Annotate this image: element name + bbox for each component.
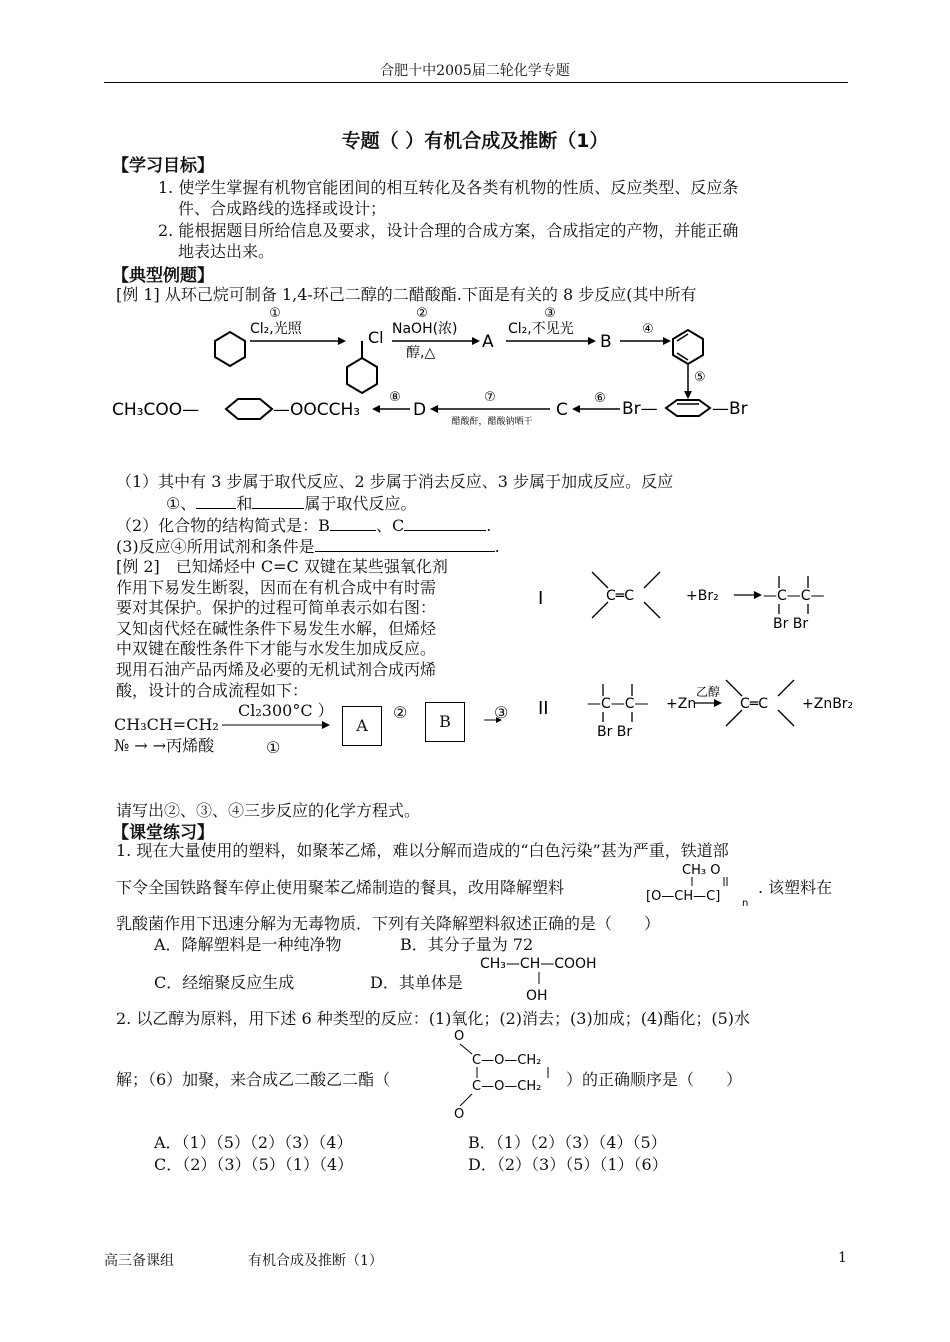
lactic-acid-chain: CH₃—CH—COOH xyxy=(480,956,597,972)
ex2-line: 现用石油产品丙烯及必要的无机试剂合成丙烯 xyxy=(116,659,437,679)
lactic-acid-oh: OH xyxy=(526,988,548,1004)
ex1-q3-blank[interactable] xyxy=(315,535,495,552)
practice-q2-option-B[interactable]: B．（1）（2）（3）（4）（5） xyxy=(468,1133,667,1152)
ex1-question3 xyxy=(116,535,500,557)
dibromide-chain: —C—C— xyxy=(763,588,825,604)
ex2-line: 酸，设计的合成流程如下： xyxy=(116,680,309,700)
roman-numeral-1: I xyxy=(538,588,544,609)
zinc-bromide: +ZnBr₂ xyxy=(802,696,854,712)
polymer-subscript-n: n xyxy=(742,898,749,909)
flow-step1-number: ① xyxy=(266,738,281,757)
step1-number: ① xyxy=(269,306,281,321)
ex1-q2-label: （2）化合物的结构简式是：B xyxy=(116,516,330,535)
scheme2-arrowhead-1 xyxy=(754,591,762,599)
objective-2-line2: 地表达出来。 xyxy=(178,242,275,261)
ex2-line: [例 2] 已知烯烃中 C=C 双键在某些强氧化剂 xyxy=(116,557,448,576)
oxalate-o-bottom: O xyxy=(454,1107,465,1122)
example1-reaction-scheme xyxy=(110,305,760,433)
alkene-bond-lr xyxy=(644,602,660,618)
polymer-top-groups: CH₃ O xyxy=(682,863,721,878)
step1-condition: Cl₂,光照 xyxy=(250,321,302,337)
product-bond-ur xyxy=(778,680,794,696)
practice-q1-option-D[interactable]: D．其单体是 xyxy=(370,973,463,992)
practice-q1-line1: 1. 现在大量使用的塑料，如聚苯乙烯，难以分解而造成的“白色污染”甚为严重，铁道部 xyxy=(116,841,729,860)
ester-left-group: CH₃COO— xyxy=(112,400,200,420)
step7-arrowhead xyxy=(430,405,438,413)
flow-step3-number: ③ xyxy=(494,703,509,722)
step7-condition: 醋酸酐，醋酸钠晒干 xyxy=(451,417,533,427)
step2-arrowhead xyxy=(472,337,480,345)
zinc-condition: 乙醇 xyxy=(696,685,721,699)
polymer-backbone: [O—CH—C] xyxy=(646,889,721,904)
dibromocyclohexene-ring xyxy=(666,400,710,416)
step6-arrowhead xyxy=(572,405,580,413)
ex2-line: 作用下易发生断裂，因而在有机合成中有时需 xyxy=(116,577,437,597)
flow-condition: Cl₂300°C ） xyxy=(238,701,334,720)
oxalate-o-top: O xyxy=(454,1029,465,1044)
flow-step2-number: ② xyxy=(393,703,408,722)
ex1-q1-blank-1[interactable] xyxy=(196,492,236,509)
ex1-q2-end: . xyxy=(486,516,492,535)
flow-arrow-1-head xyxy=(322,721,330,729)
step7-number: ⑦ xyxy=(484,390,496,405)
objective-2-line1: 2. 能根据题目所给信息及要求，设计合理的合成方案，合成指定的产物，并能正确 xyxy=(158,221,739,240)
ex1-q2-C: 、C xyxy=(375,516,405,535)
polylactic-acid-structure xyxy=(642,862,754,910)
chlorine-label: Cl xyxy=(368,328,384,347)
page-header: 合肥十中2005届二轮化学专题 xyxy=(380,63,570,79)
flow-box-B: B xyxy=(425,702,465,742)
chlorocyclohexane-ring xyxy=(347,358,377,393)
objective-1-line2: 件、合成路线的选择或设计； xyxy=(178,199,387,218)
reverse-br-labels: Br Br xyxy=(597,724,633,740)
practice-q1-option-B[interactable]: B．其分子量为 72 xyxy=(400,935,534,954)
flow-start-compound: CH₃CH=CH₂ xyxy=(114,715,219,734)
footer-page-number: 1 xyxy=(838,1250,847,1266)
practice-q2-option-C[interactable]: C．（2）（3）（5）（1）（4） xyxy=(154,1155,354,1174)
compound-C: C xyxy=(556,400,568,420)
oxalate-co-top xyxy=(460,1044,472,1054)
practice-q2-line2-b: ）的正确顺序是（ ） xyxy=(566,1070,743,1089)
oxalate-row2: C—O—CH₂ xyxy=(472,1079,542,1094)
lactic-acid-structure xyxy=(476,952,616,1004)
compound-B: B xyxy=(600,332,612,352)
step2-condition-top: NaOH(浓) xyxy=(392,321,458,337)
practice-q2-option-D[interactable]: D．（2）（3）（5）（1）（6） xyxy=(468,1155,668,1174)
alkene-cc: C═C xyxy=(606,588,634,604)
ex1-q3-end: . xyxy=(494,537,500,556)
example2-text xyxy=(116,557,448,701)
ester-right-group: —OOCCH₃ xyxy=(273,400,361,420)
step4-number: ④ xyxy=(642,322,654,337)
alkene-bond-ul xyxy=(592,572,608,588)
ethylene-oxalate-structure xyxy=(446,1026,558,1122)
bromine-reagent: +Br₂ xyxy=(686,588,719,604)
bromine-right: —Br xyxy=(712,399,748,419)
step3-arrowhead xyxy=(588,337,596,345)
compound-D: D xyxy=(413,400,427,420)
practice-heading: 【课堂练习】 xyxy=(112,823,214,843)
roman-numeral-2: II xyxy=(538,698,549,719)
objectives-heading: 【学习目标】 xyxy=(112,156,214,176)
ex1-q1-tail: 属于取代反应。 xyxy=(304,494,417,513)
step8-arrowhead xyxy=(372,405,380,413)
ex1-q3-label: (3)反应④所用试剂和条件是 xyxy=(116,537,315,556)
footer-topic: 有机合成及推断（1） xyxy=(248,1253,383,1269)
practice-q2-line1: 2. 以乙醇为原料，用下述 6 种类型的反应：(1)氧化；(2)消去；(3)加成；(4)酯化；(5)水 xyxy=(116,1009,751,1028)
practice-q1-line2-end: . 该塑料在 xyxy=(758,878,833,897)
example1-intro: [例 1] 从环己烷可制备 1,4-环己二醇的二醋酸酯.下面是有关的 8 步反应(其中所有 xyxy=(116,285,697,304)
oxalate-co-bottom xyxy=(460,1094,472,1106)
step4-arrowhead xyxy=(663,337,671,345)
practice-q1-option-C[interactable]: C．经缩聚反应生成 xyxy=(154,973,295,992)
ex1-question1-line2 xyxy=(166,492,416,514)
ex2-line: 中双键在酸性条件下才能与水发生加成反应。 xyxy=(116,639,437,659)
alkene-bond-ll xyxy=(592,602,608,618)
oxalate-row1: C—O—CH₂ xyxy=(472,1053,542,1068)
product-bond-lr xyxy=(778,710,794,726)
reverse-dibromide-chain: —C—C— xyxy=(587,696,649,712)
ex1-q1-and: 和 xyxy=(236,494,253,513)
example2-task: 请写出②、③、④三步反应的化学方程式。 xyxy=(116,801,421,820)
product-bond-ul xyxy=(726,680,742,696)
flow-line2: № → →丙烯酸 xyxy=(114,736,215,755)
product-cc: C═C xyxy=(740,696,768,712)
practice-q1-option-A[interactable]: A．降解塑料是一种纯净物 xyxy=(154,935,342,954)
page-title: 专题（ ）有机合成及推断（1） xyxy=(341,130,609,152)
ex1-q2-blank-C[interactable] xyxy=(404,514,486,531)
step3-condition: Cl₂,不见光 xyxy=(508,321,574,337)
step5-number: ⑤ xyxy=(694,370,706,385)
practice-q2-line2-a: 解；（6）加聚，来合成乙二酸乙二酯（ xyxy=(116,1070,391,1089)
practice-q1-line2: 下令全国铁路餐车停止使用聚苯乙烯制造的餐具，改用降解塑料 xyxy=(116,878,565,897)
ex1-q1-blank-2[interactable] xyxy=(252,492,304,509)
step8-number: ⑧ xyxy=(389,390,401,405)
step6-number: ⑥ xyxy=(594,391,606,406)
step3-number: ③ xyxy=(544,306,556,321)
cyclohexane-diester-ring xyxy=(226,399,272,419)
step5-arrowhead xyxy=(684,391,692,399)
product-bond-ll xyxy=(726,710,742,726)
step2-condition-bottom: 醇,△ xyxy=(406,345,436,361)
ex2-line: 要对其保护。保护的过程可简单表示如右图： xyxy=(116,598,437,618)
compound-A: A xyxy=(482,332,494,352)
flow-box-A: A xyxy=(342,706,382,746)
step1-arrowhead xyxy=(338,337,346,345)
alkene-bond-ur xyxy=(644,572,660,588)
step2-number: ② xyxy=(416,306,428,321)
header-rule xyxy=(104,82,848,83)
dibromide-br-labels: Br Br xyxy=(773,616,809,632)
ex1-question1-line1: （1）其中有 3 步属于取代反应、2 步属于消去反应、3 步属于加成反应。反应 xyxy=(116,472,674,491)
cyclohexadiene-ring xyxy=(673,330,703,364)
examples-heading: 【典型例题】 xyxy=(112,266,214,286)
practice-q1-line3: 乳酸菌作用下迅速分解为无毒物质．下列有关降解塑料叙述正确的是（ ） xyxy=(116,914,661,933)
practice-q2-option-A[interactable]: A．（1）（5）（2）（3）（4） xyxy=(154,1133,353,1152)
ex1-q1-reaction1: ①、 xyxy=(166,494,197,513)
scheme2-arrowhead-2 xyxy=(714,699,722,707)
flow-arrow-1 xyxy=(222,718,332,732)
ex1-question2 xyxy=(116,514,491,536)
ex1-q2-blank-B[interactable] xyxy=(330,514,376,531)
objective-1-line1: 1. 使学生掌握有机物官能团间的相互转化及各类有机物的性质、反应类型、反应条 xyxy=(158,178,739,197)
bromine-left: Br— xyxy=(622,399,658,419)
ex2-line: 又知卤代烃在碱性条件下易发生水解，但烯烃 xyxy=(116,618,437,638)
footer-group: 高三备课组 xyxy=(104,1253,174,1269)
example2-protection-scheme xyxy=(530,558,860,758)
cyclohexane-ring xyxy=(215,332,245,366)
zinc-reagent: +Zn xyxy=(666,696,697,712)
